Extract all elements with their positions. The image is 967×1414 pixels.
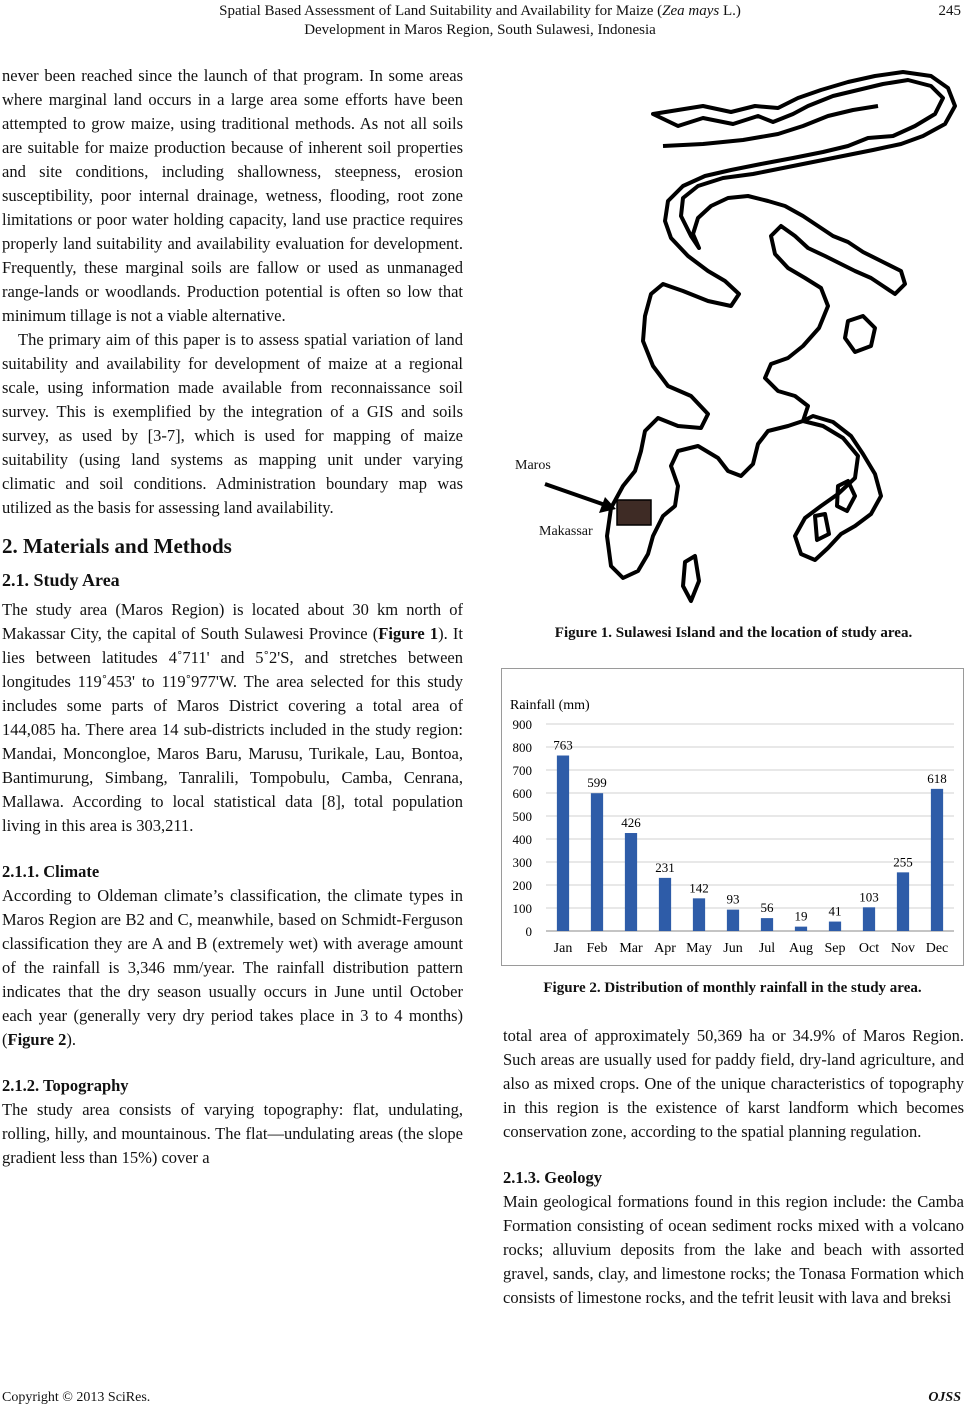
running-header [0,0,967,44]
data-label: 56 [760,900,774,916]
island-outline-inner [663,106,878,146]
bar-aug [795,927,807,931]
copyright-text: Copyright © 2013 SciRes. [2,1390,151,1405]
right-column [503,1024,964,1310]
x-tick-label: Jul [758,941,776,956]
bar-sep [829,922,841,931]
x-tick-label: May [686,941,712,956]
data-label: 618 [927,770,947,786]
location-arrow [545,484,608,506]
paragraph-4: According to Oldeman climate’s classification, the climate types in Maros Region are B2 and C, meanwhile, based on Schmidt-Ferguson classification they are A and B (extremely wet) with average amount of the rainfall is 3,346 mm/year. The rainfall distribution pattern indicates that the dry season usually occurs in June until October each year (generally very dry period takes place in 3 to 4 months) (Figure 2). [2,886,463,1049]
y-tick-label: 100 [512,901,532,916]
y-tick-label: 400 [512,832,532,847]
study-area-marker [617,500,651,525]
bar-oct [863,907,875,931]
figure-1-map [503,66,964,614]
paragraph-2: The primary aim of this paper is to assess spatial variation of land suitability and availability for development of maize at a regional scale, using information made available from reconnaissance soil survey. This is exemplified by the integration of a GIS and soils survey, as used by [3-7], which is used for mapping of maize suitability (using land systems as mapping unit under varying climatic and soil conditions. Administration boundary map was utilized as the basis for assessing land availability. [2,330,463,517]
figure-2-reference[interactable]: Figure 2 [7,1030,67,1049]
subsubsection-heading-geology: 2.1.3. Geology [503,1168,602,1187]
island-small-1 [845,316,875,352]
left-column [2,64,463,1170]
figure-2-caption: Figure 2. Distribution of monthly rainfall in the study area. [543,980,922,996]
figure-2-chart [501,668,964,966]
figure-1-reference[interactable]: Figure 1 [378,624,439,643]
x-tick-label: Jun [723,941,743,956]
data-label: 599 [587,775,607,791]
y-tick-label: 0 [525,924,532,939]
journal-abbrev: OJSS [928,1390,961,1405]
data-label: 19 [794,908,808,924]
paragraph-3: The study area (Maros Region) is located about 30 km north of Makassar City, the capital of South Sulawesi Province (Figure 1). It lies between latitudes 4˚711' and 5˚2'S, and stretches between longitudes 119˚453' to 119˚977'W. The area selected for this study includes some parts of Maros District covering a total area of 144,085 ha. There area 14 sub-districts included in the study region: Mandai, Moncongloe, Maros Baru, Marusu, Turikale, Lau, Bontoa, Bantimurung, Simbang, Tanralili, Tompobulu, Camba, Cenrana, Mallawa. According to local statistical data [8], total population living in this area is 303,211. [2,600,463,835]
paragraph-1: never been reached since the launch of that program. In some areas where marginal land occurs in a large area some efforts have been attempted to grow maize, using traditional methods. As not all soils are suitable for maize production because of inherent soil properties and site conditions, including shallowness, steepness, erosion susceptibility, poor internal drainage, wetness, flooding, root zone limitations or poor water holding capacity, land use practice requires properly land suitability and availability evaluation for development. Frequently, these marginal soils are fallow or used as unmanaged range-lands or woodlands. Production potential is often so low that minimum tillage is not a viable alternative. [2,66,463,325]
y-tick-label: 700 [512,763,532,778]
data-label: 93 [726,891,740,907]
data-label: 231 [655,859,675,875]
bar-nov [897,872,909,931]
data-label: 426 [621,815,641,831]
bar-may [693,898,705,931]
header-title-line1: Spatial Based Assessment of Land Suitability and Availability for Maize (Zea mays L.) [219,3,741,19]
x-tick-label: Nov [890,941,916,956]
subsection-heading-study-area: 2.1. Study Area [2,570,120,590]
bar-jul [761,918,773,931]
island-small-3 [815,514,829,540]
header-title-line2: Development in Maros Region, South Sulawesi, Indonesia [304,22,656,38]
x-tick-label: Sep [824,941,846,956]
data-label: 142 [689,880,709,896]
bar-mar [625,833,637,931]
x-tick-label: Aug [788,941,814,956]
x-tick-label: Apr [654,941,676,956]
bar-jan [557,756,569,931]
paragraph-5: The study area consists of varying topography: flat, undulating, rolling, hilly, and mountainous. The flat—undulating areas (the slope gradient less than 15%) cover a [2,1100,463,1167]
x-tick-label: Jan [553,941,573,956]
y-tick-label: 600 [512,786,532,801]
x-tick-label: Feb [586,941,608,956]
bar-dec [931,789,943,931]
x-tick-label: Oct [858,941,880,956]
data-label: 103 [859,889,879,905]
data-label: 41 [828,903,842,919]
y-tick-label: 200 [512,878,532,893]
paragraph-7: Main geological formations found in this region include: the Camba Formation consisting of ocean sediment rocks mixed with a volcano rocks; alluvium deposits from the lake and beach with assorted gravel, sands, clay, and limestone rocks; the Tonasa Formation which consists of limestone rocks, and the tefrit leusit with lava and breksi [503,1192,964,1307]
bar-feb [591,793,603,931]
subsubsection-heading-topography: 2.1.2. Topography [2,1076,129,1095]
label-makassar: Makassar [539,524,593,539]
label-maros: Maros [515,458,551,473]
figure-1-caption: Figure 1. Sulawesi Island and the location of study area. [554,625,913,641]
y-tick-label: 500 [512,809,532,824]
data-label: 255 [893,854,913,870]
x-tick-label: Dec [925,941,949,956]
data-label: 763 [553,737,573,753]
page-footer [0,1390,967,1412]
page-number: 245 [938,3,961,19]
y-tick-label: 800 [512,740,532,755]
bar-jun [727,910,739,931]
island-small-4 [683,556,699,601]
section-heading-methods: 2. Materials and Methods [2,534,232,558]
y-tick-label: 900 [512,717,532,732]
y-tick-label: 300 [512,855,532,870]
chart-title: Rainfall (mm) [510,698,590,713]
subsubsection-heading-climate: 2.1.1. Climate [2,862,100,881]
paragraph-6: total area of approximately 50,369 ha or 34.9% of Maros Region. Such areas are usually used for paddy field, dry-land agriculture, and also as mixed crops. One of the unique characteristics of topography in this region is the existence of karst landform which becomes conservation zone, according to the spatial planning regulation. [503,1026,964,1141]
x-tick-label: Mar [619,941,643,956]
bar-apr [659,878,671,931]
island-outline [607,72,955,578]
rainfall-bar-chart [502,669,963,965]
